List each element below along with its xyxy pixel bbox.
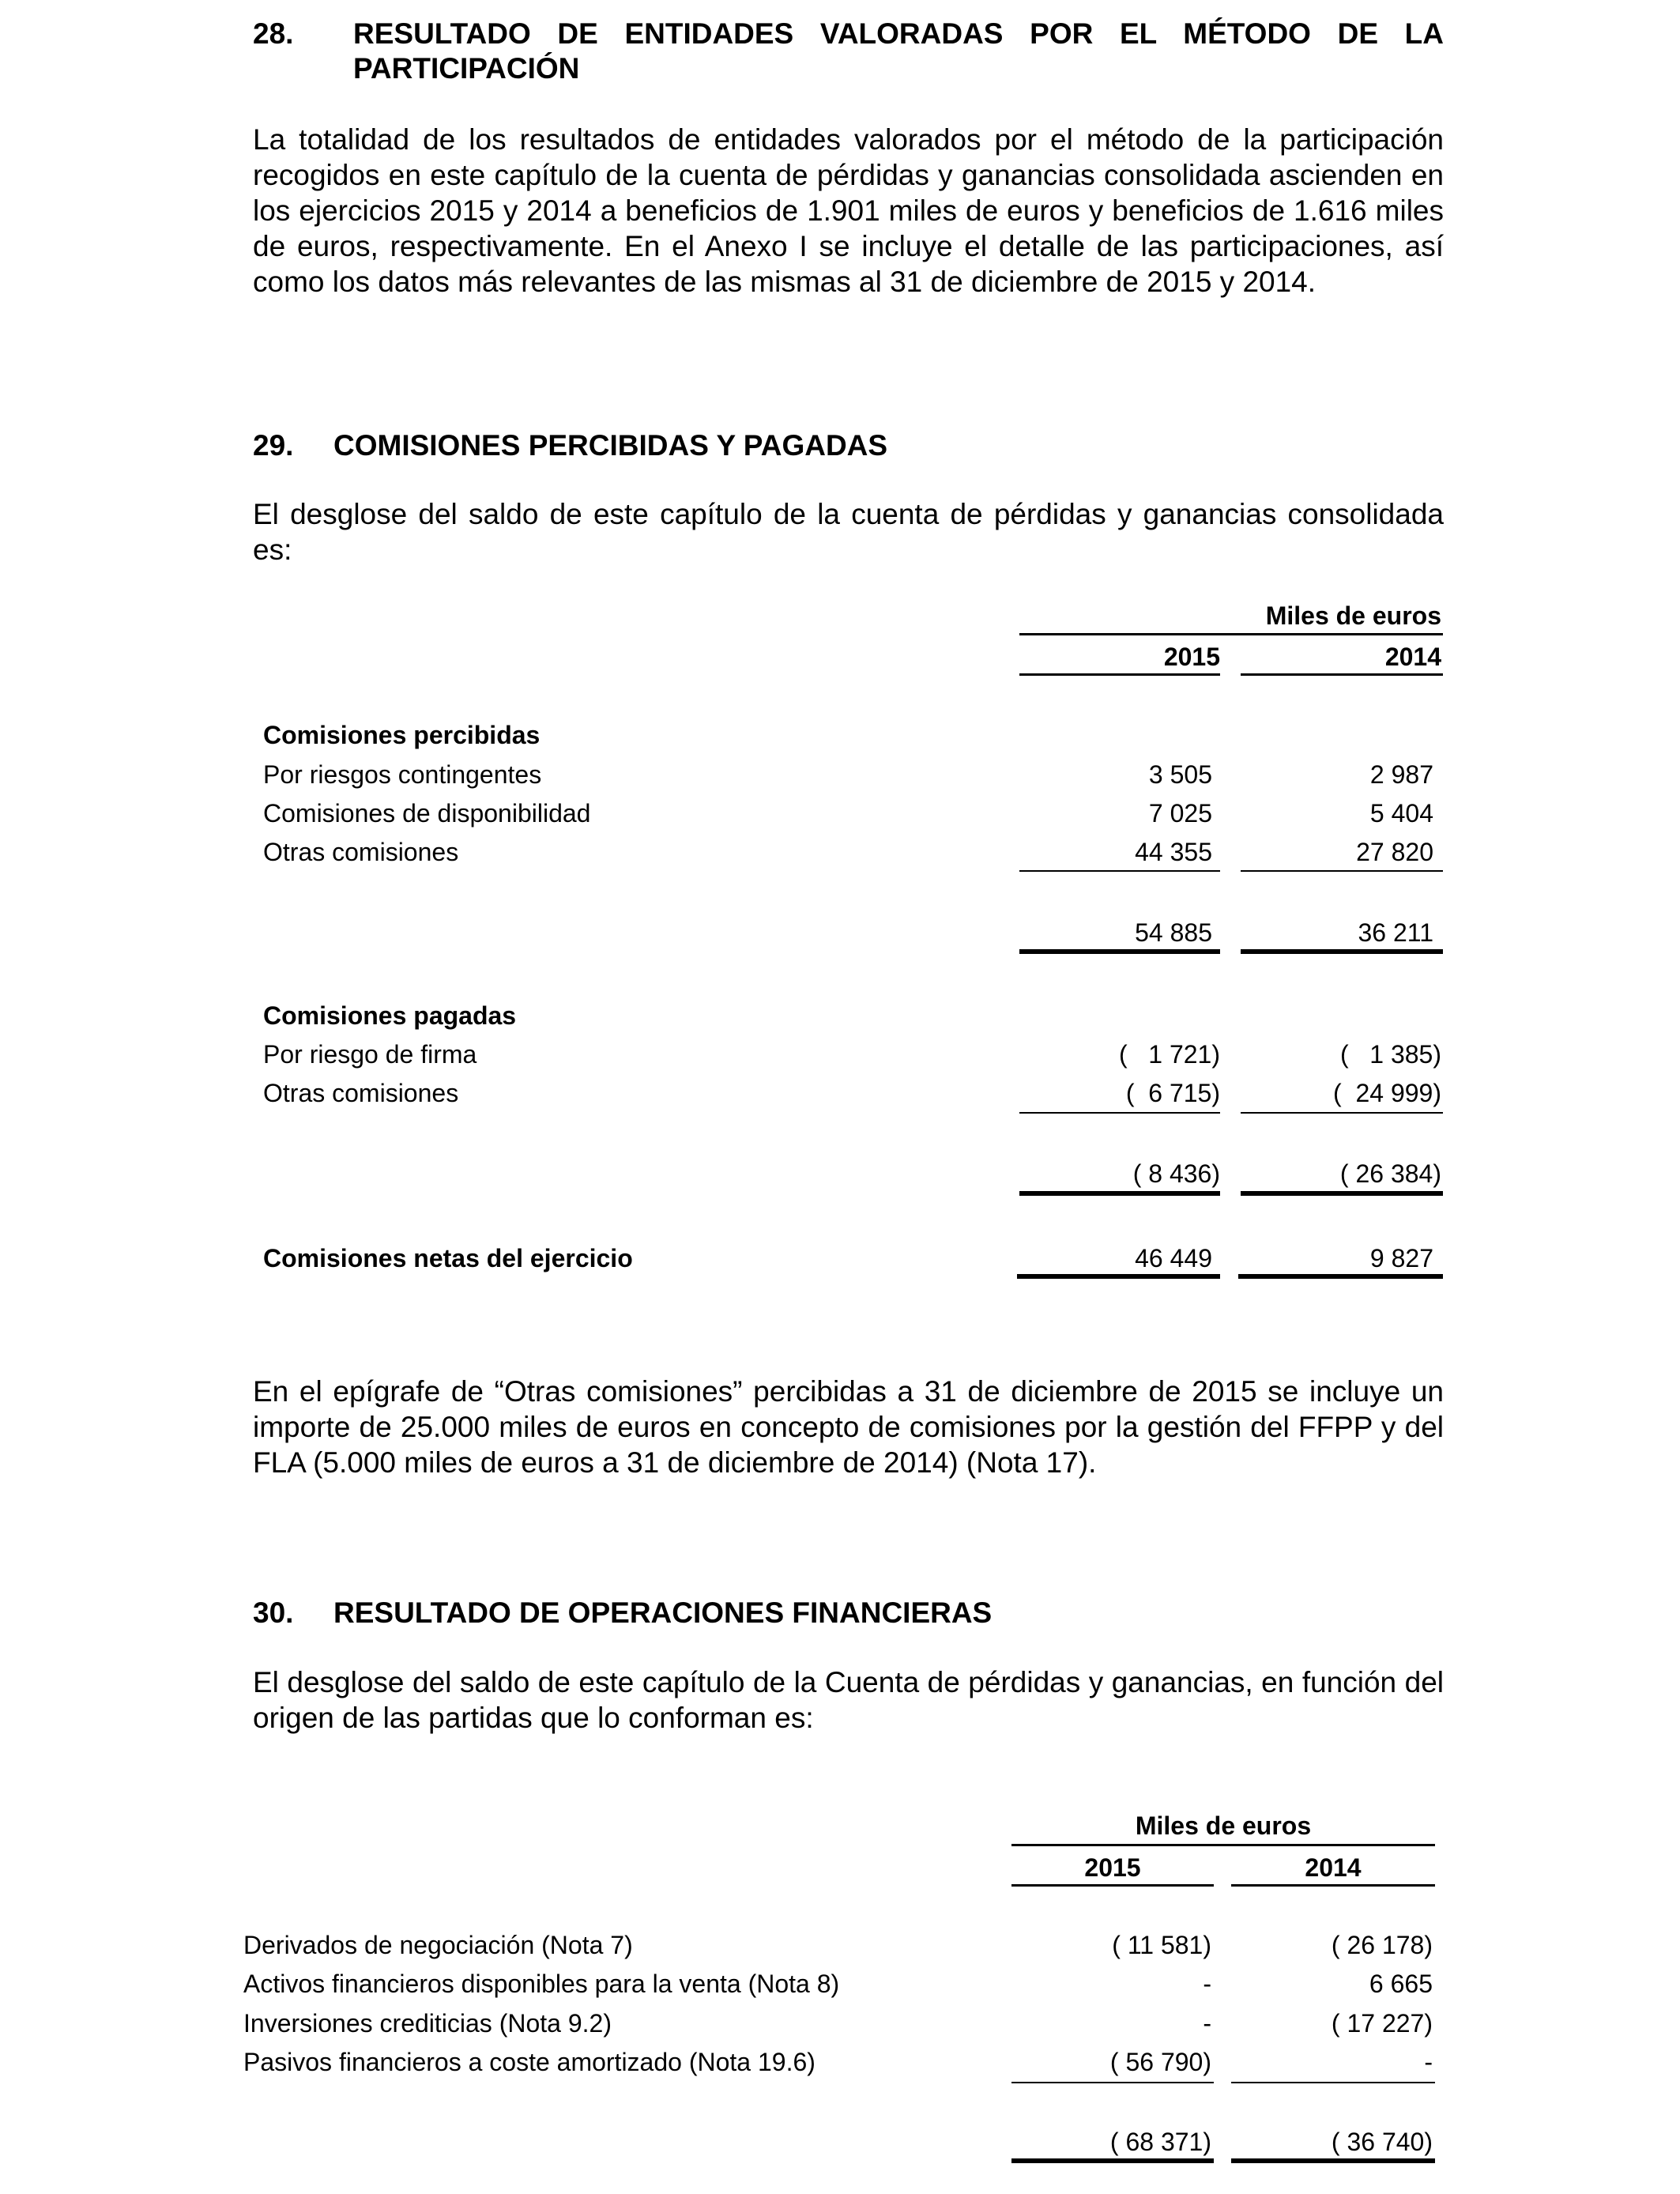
table30-total-2015: ( 68 371): [1109, 2128, 1211, 2156]
table30-subtotal-rule-2015: [1011, 2082, 1214, 2083]
table29-group2-total-2014: ( 26 384): [1339, 1159, 1441, 1188]
table29-group1-total-2015: 54 885: [1135, 918, 1212, 947]
table29-row-value-2015: 44 355: [1135, 838, 1212, 866]
section-29-number: 29.: [253, 429, 294, 462]
table30-row-label: Activos financieros disponibles para la venta (Nota 8): [243, 1970, 840, 1998]
table30-col-2015-rule: [1011, 1884, 1214, 1887]
section-30-intro: El desglose del saldo de este capítulo de la Cuenta de pérdidas y ganancias, en función del origen de las partidas que lo conforman es:: [253, 1666, 1444, 1734]
section-28-title-line1: RESULTADO DE ENTIDADES VALORADAS POR EL MÉTODO DE LA: [353, 17, 1444, 50]
table30-total-rule-2014: [1231, 2158, 1435, 2163]
table30-row-value-2015: -: [1203, 2009, 1211, 2038]
table29-net-label: Comisiones netas del ejercicio: [263, 1244, 633, 1272]
table30-unit-header: Miles de euros: [1135, 1811, 1312, 1840]
section-30-title: RESULTADO DE OPERACIONES FINANCIERAS: [333, 1596, 993, 1629]
table29-row-value-2014: 27 820: [1356, 838, 1433, 866]
table29-row-value-2015: 7 025: [1148, 799, 1212, 827]
table29-row-label: Por riesgos contingentes: [263, 760, 542, 789]
table29-net-total-2014: 9 827: [1369, 1244, 1433, 1272]
table29-row-value-2015: ( 1 721): [1118, 1040, 1220, 1069]
table30-header-rule: [1011, 1844, 1435, 1846]
table29-subtotal2-rule-2014: [1241, 1112, 1443, 1114]
table29-unit-header: Miles de euros: [1265, 601, 1441, 630]
table30-row-value-2014: ( 17 227): [1331, 2009, 1433, 2038]
table29-row-value-2014: ( 1 385): [1339, 1040, 1441, 1069]
section-28-number: 28.: [253, 17, 294, 50]
table29-total2-rule-2015: [1019, 1191, 1220, 1196]
table29-row-value-2014: 2 987: [1369, 760, 1433, 789]
table29-row-value-2014: ( 24 999): [1333, 1079, 1441, 1107]
section-30-number: 30.: [253, 1596, 294, 1629]
table29-group-percibidas-title: Comisiones percibidas: [263, 721, 541, 749]
table30-col-2014: 2014: [1305, 1853, 1362, 1882]
section-28-paragraph: La totalidad de los resultados de entidades valorados por el método de la participación recogidos en este capítulo de la cuenta de pérdidas y ganancias consolidada ascienden en los ejercicios 2015 y 2014 a beneficios de 1.901 miles de euros y beneficios de 1.616 miles de euros, respectivamente. En el Anexo I se incluye el detalle de las participaciones, así como los datos más relevantes de las mismas al 31 de diciembre de 2015 y 2014.: [253, 123, 1444, 298]
table29-row-label: Otras comisiones: [263, 838, 459, 866]
table29-row-value-2014: 5 404: [1369, 799, 1433, 827]
table30-row-value-2015: -: [1203, 1970, 1211, 1998]
table29-row-value-2015: 3 505: [1148, 760, 1212, 789]
table29-row-label: Por riesgo de firma: [263, 1040, 477, 1069]
table29-header-rule: [1019, 633, 1443, 635]
table29-group-pagadas-title: Comisiones pagadas: [263, 1001, 517, 1030]
section-29-note: En el epígrafe de “Otras comisiones” percibidas a 31 de diciembre de 2015 se incluye un importe de 25.000 miles de euros en concepto de comisiones por la gestión del FFPP y del FLA (5.000 miles de euros a 31 de diciembre de 2014) (Nota 17).: [253, 1375, 1444, 1479]
table30-total-rule-2015: [1011, 2158, 1214, 2163]
section-29-intro: El desglose del saldo de este capítulo de la cuenta de pérdidas y ganancias consolidada es:: [253, 498, 1444, 566]
table29-row-value-2015: ( 6 715): [1125, 1079, 1220, 1107]
section-28-title-line2: PARTICIPACIÓN: [353, 52, 580, 85]
table30-row-value-2014: ( 26 178): [1331, 1931, 1433, 1959]
table29-row-label: Comisiones de disponibilidad: [263, 799, 591, 827]
table29-subtotal1-rule-2014: [1241, 870, 1443, 872]
table29-col-2015: 2015: [1163, 643, 1220, 671]
table30-row-label: Pasivos financieros a coste amortizado (Nota 19.6): [243, 2048, 816, 2076]
table29-net-rule-2015: [1017, 1274, 1220, 1279]
table29-subtotal1-rule-2015: [1019, 870, 1220, 872]
table30-subtotal-rule-2014: [1231, 2082, 1435, 2083]
table30-row-label: Derivados de negociación (Nota 7): [243, 1931, 633, 1959]
table29-col-2015-rule: [1019, 673, 1220, 676]
table29-total1-rule-2014: [1241, 949, 1443, 954]
table29-total1-rule-2015: [1019, 949, 1220, 954]
table30-row-label: Inversiones crediticias (Nota 9.2): [243, 2009, 612, 2038]
table30-col-2014-rule: [1231, 1884, 1435, 1887]
table29-group2-total-2015: ( 8 436): [1132, 1159, 1220, 1188]
section-29-title: COMISIONES PERCIBIDAS Y PAGADAS: [333, 429, 888, 462]
table29-row-label: Otras comisiones: [263, 1079, 459, 1107]
table29-group1-total-2014: 36 211: [1358, 918, 1433, 947]
table29-total2-rule-2014: [1241, 1191, 1443, 1196]
table29-subtotal2-rule-2015: [1019, 1112, 1220, 1114]
table30-row-value-2014: -: [1424, 2048, 1433, 2076]
table29-net-rule-2014: [1238, 1274, 1443, 1279]
table30-row-value-2015: ( 11 581): [1112, 1931, 1211, 1959]
table30-col-2015: 2015: [1084, 1853, 1141, 1882]
table30-total-2014: ( 36 740): [1331, 2128, 1433, 2156]
table29-net-total-2015: 46 449: [1135, 1244, 1212, 1272]
table29-col-2014: 2014: [1384, 643, 1441, 671]
table30-row-value-2015: ( 56 790): [1109, 2048, 1211, 2076]
table30-row-value-2014: 6 665: [1369, 1970, 1433, 1998]
table29-col-2014-rule: [1241, 673, 1443, 676]
